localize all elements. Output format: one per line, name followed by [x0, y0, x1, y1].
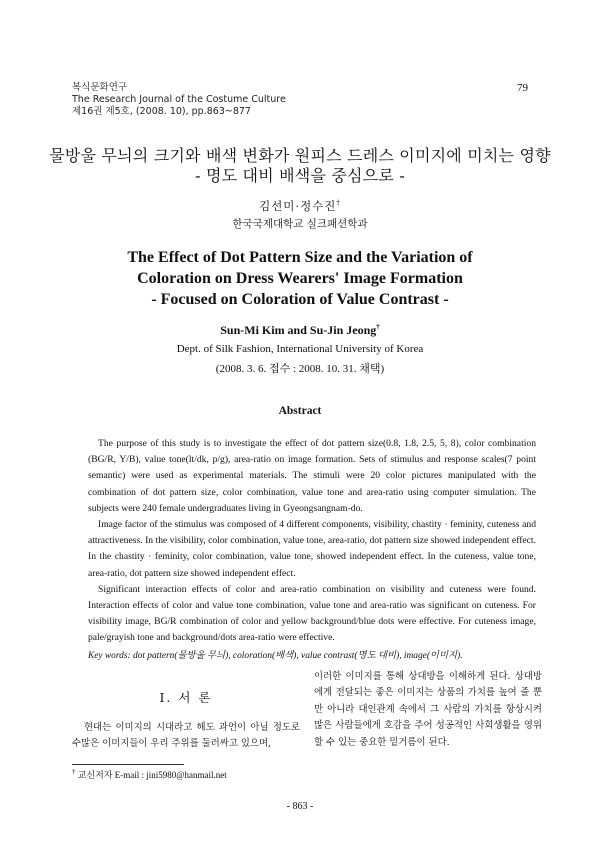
corresponding-author-mark: †: [336, 199, 341, 208]
title-english-line-2: Coloration on Dress Wearers' Image Formation: [137, 270, 463, 287]
abstract-heading: Abstract: [278, 405, 322, 417]
left-column: [72, 720, 300, 753]
received-accepted-dates: (2008. 3. 6. 접수 : 2008. 10. 31. 채택): [215, 363, 385, 375]
affiliation-english: Dept. of Silk Fashion, International University of Korea: [176, 343, 424, 355]
page-number-top: 79: [517, 82, 528, 94]
authors-english-names: Sun-Mi Kim and Su-Jin Jeong: [220, 323, 377, 337]
journal-name-korean: 복식문화연구: [72, 82, 128, 93]
abstract-paragraph-3: Significant interaction effects of color and area-ratio combination on visibility and cuteness were found. Interaction effects of color and value tone combination, value tone and area-ratio was significant on cuteness. For visibility image, BG/R combination of color and yellow background/blue dots were effective. For cuteness image, pale/grayish tone and background/dots area-ratio were effective.: [88, 583, 536, 644]
footnote: [72, 768, 227, 781]
abstract-body: [88, 436, 536, 647]
title-korean: 물방울 무늬의 크기와 배색 변화가 원피스 드레스 이미지에 미치는 영향: [49, 146, 551, 165]
corresponding-author-mark-en: †: [376, 323, 380, 331]
authors-english: [0, 323, 600, 338]
journal-name-english: The Research Journal of the Costume Culture: [72, 94, 286, 105]
left-column-paragraph: 현대는 이미지의 시대라고 해도 과언이 아닐 정도로 수많은 이미지들이 우리 주위를 둘러싸고 있으며,: [72, 722, 300, 750]
title-english-line-1: The Effect of Dot Pattern Size and the Variation of: [127, 249, 473, 266]
journal-issue: 제16권 제5호, (2008. 10), pp.863~877: [72, 106, 251, 117]
title-english-line-3: - Focused on Coloration of Value Contrast -: [151, 291, 449, 308]
footnote-divider: [72, 764, 184, 765]
subtitle-korean: - 명도 대비 배색을 중심으로 -: [195, 166, 405, 185]
abstract-paragraph-2: Image factor of the stimulus was composed of 4 different components, visibility, chastity · feminity, cuteness and attractiveness. In the visibility, color combination, value tone, area-ratio, dot pattern size showed independent effect. In the chastity · feminity, color combination, value tone, showed independent effect. In the cuteness, value tone, area-ratio, dot pattern size showed independent effect.: [88, 519, 536, 579]
right-column-paragraph: 이러한 이미지를 통해 상대방을 이해하게 된다. 상대방에게 전달되는 좋은 이미지는 상품의 가치를 높여 줄 뿐만 아니라 대인관계 속에서 그 사람의 가치를 항상시켜 많은 사람들에게 호감을 주어 성공적인 사회생활을 영위할 수 있는 중요한 밑거름이 된다.: [314, 671, 542, 748]
footnote-mark: †: [72, 768, 76, 776]
authors-korean-names: 김선미·정수진: [259, 199, 337, 213]
section-heading-introduction: Ⅰ. 서 론: [159, 690, 213, 705]
authors-korean: [0, 198, 600, 214]
affiliation-korean: 한국국제대학교 실크패션학과: [232, 218, 368, 230]
keywords: Key words: dot pattern(물방울 무늬), coloration(배색), value contrast(명도 대비), image(이미지).: [88, 651, 463, 661]
page-number-bottom: - 863 -: [286, 801, 314, 812]
footnote-text: 교신저자 E-mail : jini5980@hanmail.net: [77, 770, 227, 780]
right-column: [314, 669, 542, 751]
abstract-paragraph-1: The purpose of this study is to investigate the effect of dot pattern size(0.8, 1.8, 2.5, 5, 8), color combination (BG/R, Y/B), value tone(lt/dk, p/g), area-ratio on image formation. Sets of stimulus and response scales(7 point semantic) were used as experimental materials. The stimuli were 20 color pictures manipulated with the combination of dot pattern size, color combination, value tone and area-ratio using computer simulation. The subjects were 240 female undergraduates living in Gyeongsangnam-do.: [88, 438, 536, 514]
